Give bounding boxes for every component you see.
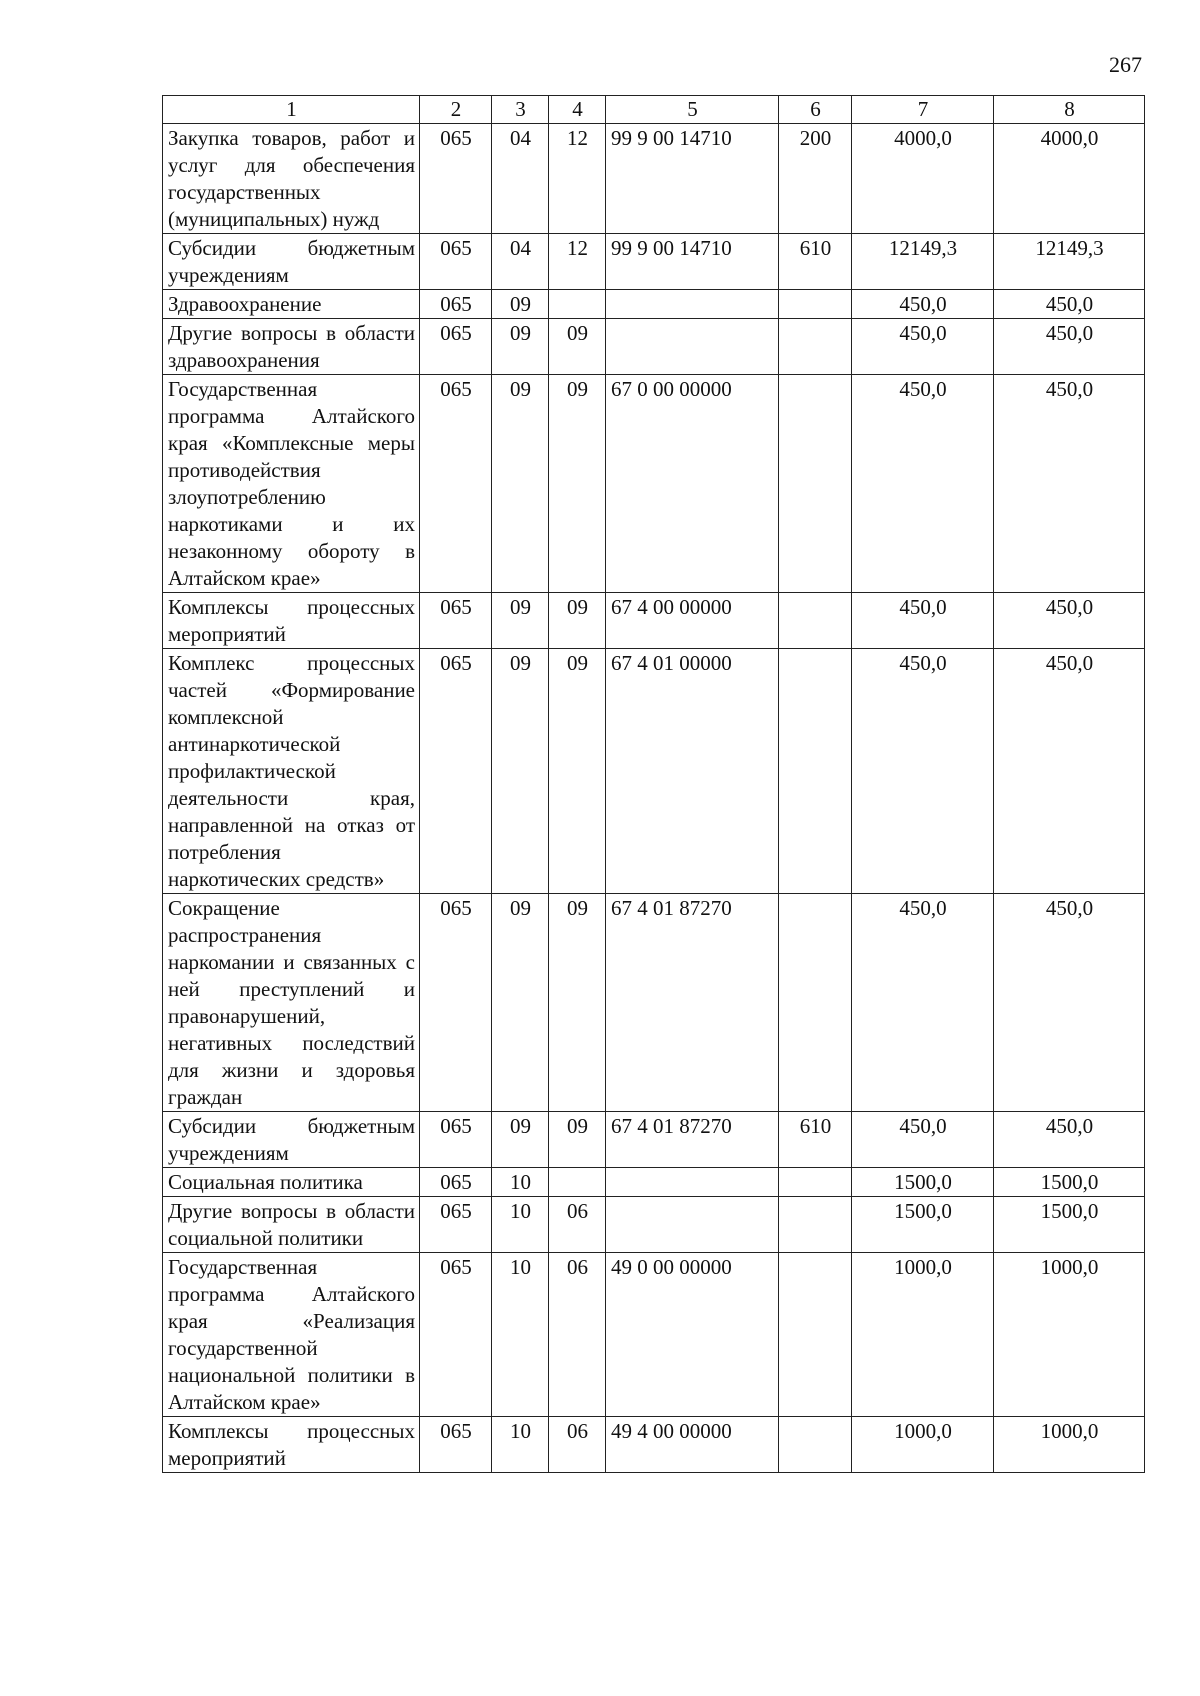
row-name-cell: Сокращение распространения наркомании и связанных с ней преступлений и правонарушений, негативных последствий для жизни и здоровья граждан	[163, 894, 420, 1112]
ministry-code-cell: 065	[420, 290, 492, 319]
target-article-cell: 67 0 00 00000	[606, 375, 779, 593]
amount-cell-2: 4000,0	[994, 124, 1145, 234]
expense-type-cell	[779, 1197, 852, 1253]
amount-cell-1: 12149,3	[852, 234, 994, 290]
expense-type-cell: 610	[779, 234, 852, 290]
header-cell-8: 8	[994, 96, 1145, 124]
section-code-cell: 09	[492, 290, 549, 319]
table-row	[163, 319, 1145, 375]
ministry-code-cell: 065	[420, 649, 492, 894]
section-code-cell: 09	[492, 375, 549, 593]
amount-cell-1: 1000,0	[852, 1417, 994, 1473]
section-code-cell: 10	[492, 1253, 549, 1417]
expense-type-cell	[779, 593, 852, 649]
subsection-code-cell: 09	[549, 593, 606, 649]
section-code-cell: 09	[492, 319, 549, 375]
ministry-code-cell: 065	[420, 1168, 492, 1197]
target-article-cell	[606, 319, 779, 375]
row-name-cell: Здравоохранение	[163, 290, 420, 319]
row-name-cell: Социальная политика	[163, 1168, 420, 1197]
target-article-cell: 49 0 00 00000	[606, 1253, 779, 1417]
header-cell-5: 5	[606, 96, 779, 124]
row-name-cell: Комплексы процессных мероприятий	[163, 1417, 420, 1473]
amount-cell-1: 450,0	[852, 1112, 994, 1168]
section-code-cell: 10	[492, 1417, 549, 1473]
header-cell-7: 7	[852, 96, 994, 124]
target-article-cell: 67 4 01 87270	[606, 894, 779, 1112]
amount-cell-2: 1000,0	[994, 1417, 1145, 1473]
subsection-code-cell: 09	[549, 649, 606, 894]
amount-cell-1: 450,0	[852, 375, 994, 593]
ministry-code-cell: 065	[420, 593, 492, 649]
target-article-cell	[606, 1197, 779, 1253]
ministry-code-cell: 065	[420, 124, 492, 234]
page-number: 267	[1109, 52, 1142, 77]
expense-type-cell	[779, 1417, 852, 1473]
table-row	[163, 1168, 1145, 1197]
section-code-cell: 09	[492, 894, 549, 1112]
table-row	[163, 290, 1145, 319]
amount-cell-1: 450,0	[852, 290, 994, 319]
subsection-code-cell: 06	[549, 1253, 606, 1417]
target-article-cell: 67 4 00 00000	[606, 593, 779, 649]
subsection-code-cell: 12	[549, 234, 606, 290]
amount-cell-2: 450,0	[994, 593, 1145, 649]
table-row	[163, 894, 1145, 1112]
table-row	[163, 1253, 1145, 1417]
subsection-code-cell: 09	[549, 319, 606, 375]
section-code-cell: 10	[492, 1197, 549, 1253]
target-article-cell	[606, 290, 779, 319]
ministry-code-cell: 065	[420, 894, 492, 1112]
expense-type-cell: 610	[779, 1112, 852, 1168]
amount-cell-2: 450,0	[994, 649, 1145, 894]
subsection-code-cell	[549, 1168, 606, 1197]
expense-type-cell	[779, 319, 852, 375]
subsection-code-cell	[549, 290, 606, 319]
amount-cell-1: 450,0	[852, 894, 994, 1112]
table-row	[163, 1417, 1145, 1473]
header-row	[163, 96, 1145, 124]
amount-cell-1: 1500,0	[852, 1197, 994, 1253]
table-row	[163, 1112, 1145, 1168]
amount-cell-2: 450,0	[994, 1112, 1145, 1168]
section-code-cell: 04	[492, 124, 549, 234]
target-article-cell: 99 9 00 14710	[606, 234, 779, 290]
header-cell-3: 3	[492, 96, 549, 124]
section-code-cell: 09	[492, 649, 549, 894]
subsection-code-cell: 09	[549, 375, 606, 593]
amount-cell-2: 12149,3	[994, 234, 1145, 290]
expense-type-cell	[779, 375, 852, 593]
amount-cell-1: 450,0	[852, 319, 994, 375]
expense-type-cell	[779, 1168, 852, 1197]
amount-cell-1: 450,0	[852, 593, 994, 649]
amount-cell-2: 450,0	[994, 290, 1145, 319]
section-code-cell: 09	[492, 1112, 549, 1168]
target-article-cell: 49 4 00 00000	[606, 1417, 779, 1473]
table-row	[163, 375, 1145, 593]
expense-type-cell	[779, 290, 852, 319]
ministry-code-cell: 065	[420, 1112, 492, 1168]
row-name-cell: Государственная программа Алтайского края «Реализация государственной национальной политики в Алтайском крае»	[163, 1253, 420, 1417]
subsection-code-cell: 06	[549, 1197, 606, 1253]
section-code-cell: 09	[492, 593, 549, 649]
ministry-code-cell: 065	[420, 1417, 492, 1473]
ministry-code-cell: 065	[420, 1197, 492, 1253]
ministry-code-cell: 065	[420, 1253, 492, 1417]
target-article-cell: 67 4 01 00000	[606, 649, 779, 894]
section-code-cell: 10	[492, 1168, 549, 1197]
header-cell-2: 2	[420, 96, 492, 124]
row-name-cell: Субсидии бюджетным учреждениям	[163, 1112, 420, 1168]
amount-cell-2: 1500,0	[994, 1168, 1145, 1197]
ministry-code-cell: 065	[420, 375, 492, 593]
row-name-cell: Закупка товаров, работ и услуг для обеспечения государственных (муниципальных) нужд	[163, 124, 420, 234]
header-cell-1: 1	[163, 96, 420, 124]
amount-cell-2: 1000,0	[994, 1253, 1145, 1417]
table-row	[163, 593, 1145, 649]
expense-type-cell: 200	[779, 124, 852, 234]
table-row	[163, 234, 1145, 290]
budget-table	[162, 95, 1145, 1473]
subsection-code-cell: 06	[549, 1417, 606, 1473]
row-name-cell: Субсидии бюджетным учреждениям	[163, 234, 420, 290]
amount-cell-1: 4000,0	[852, 124, 994, 234]
ministry-code-cell: 065	[420, 319, 492, 375]
subsection-code-cell: 09	[549, 894, 606, 1112]
target-article-cell	[606, 1168, 779, 1197]
amount-cell-2: 450,0	[994, 319, 1145, 375]
table-row	[163, 124, 1145, 234]
header-cell-6: 6	[779, 96, 852, 124]
ministry-code-cell: 065	[420, 234, 492, 290]
target-article-cell: 99 9 00 14710	[606, 124, 779, 234]
expense-type-cell	[779, 649, 852, 894]
amount-cell-1: 450,0	[852, 649, 994, 894]
expense-type-cell	[779, 1253, 852, 1417]
amount-cell-2: 450,0	[994, 375, 1145, 593]
header-cell-4: 4	[549, 96, 606, 124]
row-name-cell: Комплексы процессных мероприятий	[163, 593, 420, 649]
section-code-cell: 04	[492, 234, 549, 290]
table-row	[163, 1197, 1145, 1253]
row-name-cell: Комплекс процессных частей «Формирование комплексной антинаркотической профилактической деятельности края, направленной на отказ от потребления наркотических средств»	[163, 649, 420, 894]
expense-type-cell	[779, 894, 852, 1112]
table-row	[163, 649, 1145, 894]
amount-cell-2: 1500,0	[994, 1197, 1145, 1253]
row-name-cell: Государственная программа Алтайского края «Комплексные меры противодействия злоупотреблению наркотиками и их незаконному обороту в Алтайском крае»	[163, 375, 420, 593]
amount-cell-1: 1000,0	[852, 1253, 994, 1417]
amount-cell-2: 450,0	[994, 894, 1145, 1112]
target-article-cell: 67 4 01 87270	[606, 1112, 779, 1168]
subsection-code-cell: 12	[549, 124, 606, 234]
amount-cell-1: 1500,0	[852, 1168, 994, 1197]
row-name-cell: Другие вопросы в области социальной политики	[163, 1197, 420, 1253]
row-name-cell: Другие вопросы в области здравоохранения	[163, 319, 420, 375]
subsection-code-cell: 09	[549, 1112, 606, 1168]
